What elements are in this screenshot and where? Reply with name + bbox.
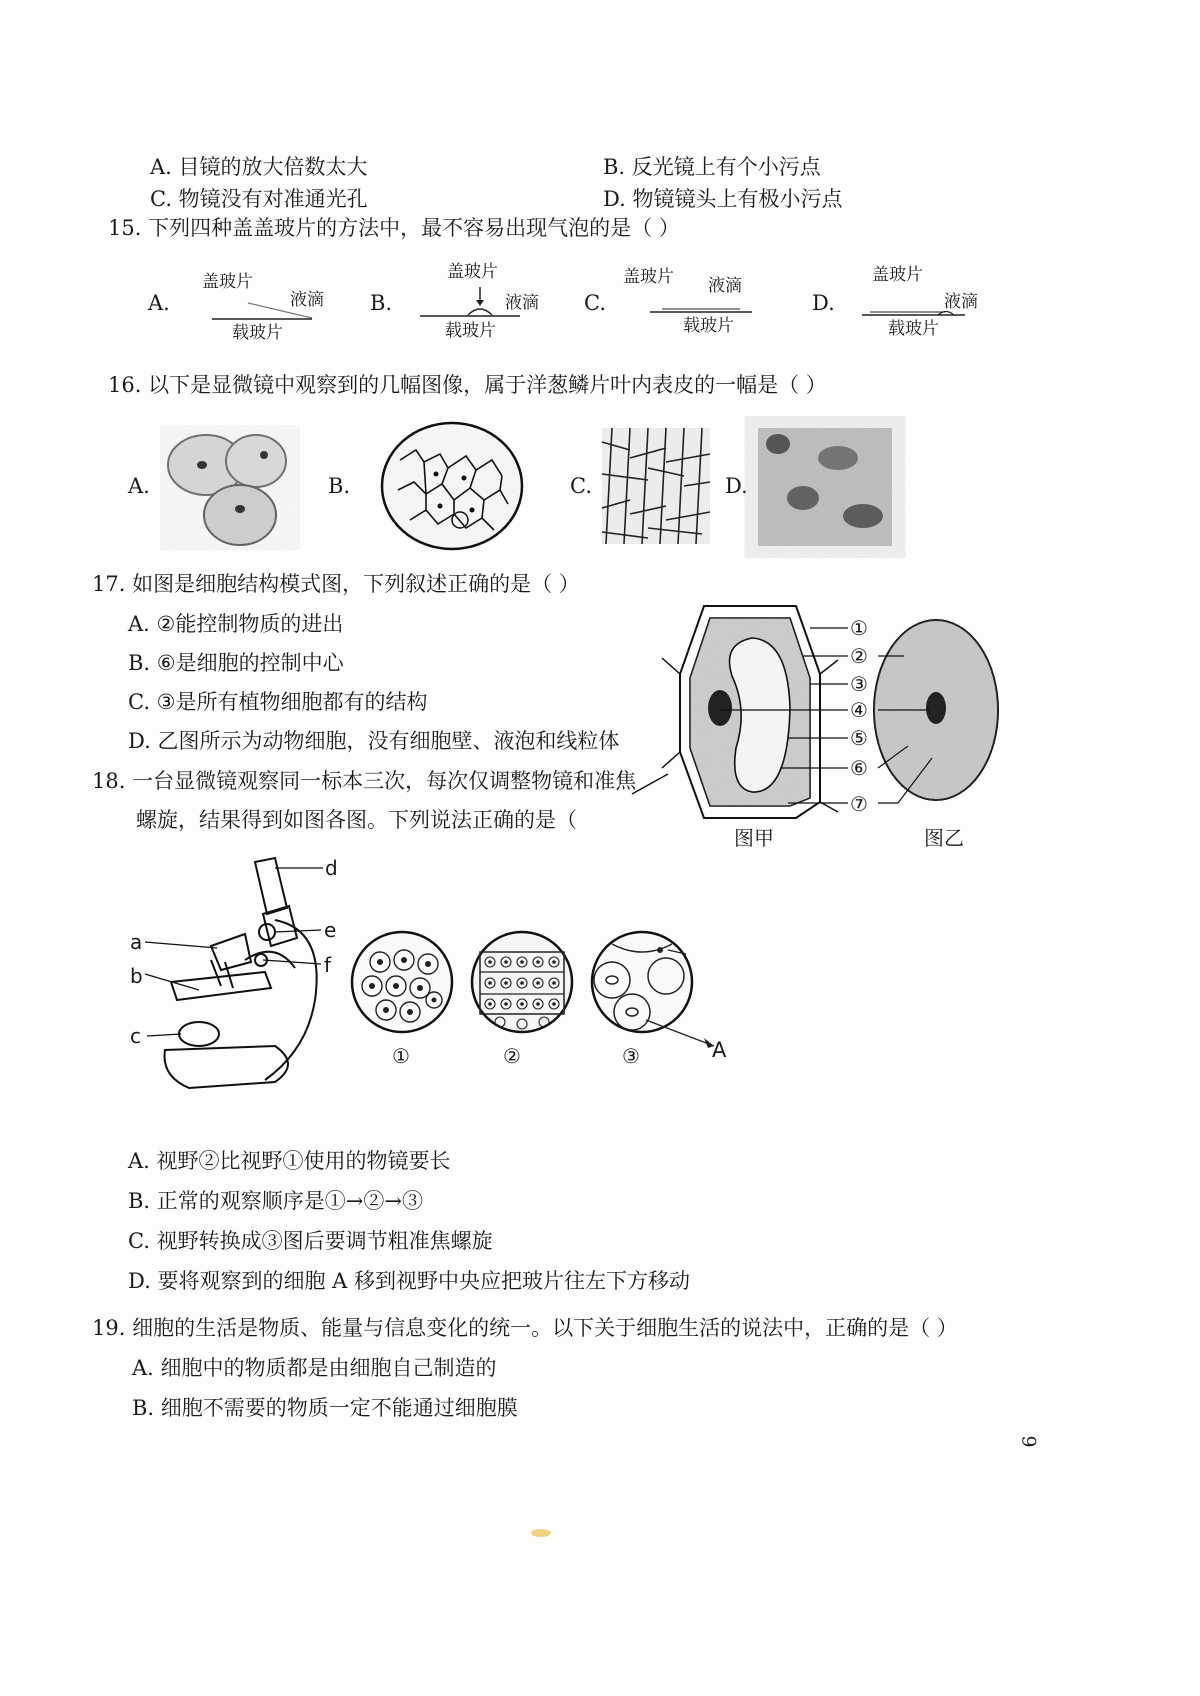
q18-option-a: A. 视野②比视野①使用的物镜要长 — [128, 1149, 451, 1173]
q16-image-d-blood-cells — [758, 428, 892, 546]
q17-marker-2: ② — [850, 644, 868, 668]
page-number: 9 — [1017, 1435, 1040, 1448]
q17-marker-4: ④ — [850, 698, 868, 722]
q18-option-b: B. 正常的观察顺序是①→②→③ — [128, 1189, 423, 1213]
q16-image-c-onion-epidermis — [602, 428, 710, 544]
q16-image-b-leaf-epidermis — [380, 420, 525, 552]
stray-ink-mark — [528, 1526, 554, 1540]
q15-letter-d: D. — [812, 291, 835, 315]
q16-letter-a: A. — [128, 474, 150, 498]
q17-fig-jia: 图甲 — [734, 826, 774, 850]
q17-marker-1: ① — [850, 616, 868, 640]
q15-letter-b: B. — [370, 291, 393, 315]
q18-microscope-label-c: c — [130, 1024, 141, 1048]
q18-microscope-label-a: a — [130, 930, 143, 954]
q18-view-label-1: ① — [392, 1044, 410, 1068]
q19-option-b: B. 细胞不需要的物质一定不能通过细胞膜 — [132, 1396, 518, 1420]
q17-marker-3: ③ — [850, 672, 868, 696]
q17-option-c: C. ③是所有植物细胞都有的结构 — [128, 690, 428, 714]
q18-field-of-view-circles — [350, 930, 750, 1040]
q15-b-cover-label: 盖玻片 — [447, 262, 498, 282]
q15-a-slide-label: 载玻片 — [232, 323, 283, 343]
q19-stem: 19. 细胞的生活是物质、能量与信息变化的统一。以下关于细胞生活的说法中，正确的是（ ） — [92, 1316, 958, 1340]
q15-c-cover-label: 盖玻片 — [623, 267, 674, 287]
q17-marker-7: ⑦ — [850, 792, 868, 816]
q15-a-drop-label: 液滴 — [290, 290, 324, 310]
q16-letter-d: D. — [725, 474, 748, 498]
q17-fig-yi: 图乙 — [924, 826, 964, 850]
q17-marker-6: ⑥ — [850, 756, 868, 780]
q18-view-label-2: ② — [503, 1044, 521, 1068]
q18-stem-line2: 螺旋，结果得到如图各图。下列说法正确的是（ — [136, 808, 577, 832]
q15-c-slide-label: 载玻片 — [683, 316, 734, 336]
q18-microscope-label-b: b — [130, 964, 143, 988]
q14-option-d: D. 物镜镜头上有极小污点 — [603, 187, 843, 211]
q14-option-a: A. 目镜的放大倍数太大 — [150, 155, 368, 179]
q15-b-drop-label: 液滴 — [505, 293, 539, 313]
q18-microscope-label-d: d — [325, 856, 338, 880]
q17-option-a: A. ②能控制物质的进出 — [128, 612, 344, 636]
q17-option-b: B. ⑥是细胞的控制中心 — [128, 651, 344, 675]
q15-d-drop-label: 液滴 — [944, 292, 978, 312]
q18-microscope-label-e: e — [324, 918, 337, 942]
q17-option-d: D. 乙图所示为动物细胞，没有细胞壁、液泡和线粒体 — [128, 729, 620, 753]
q15-letter-c: C. — [584, 291, 606, 315]
q18-microscope-label-f: f — [324, 953, 332, 977]
q16-image-a-cheek-cells — [160, 425, 300, 550]
q16-stem: 16. 以下是显微镜中观察到的几幅图像，属于洋葱鳞片叶内表皮的一幅是（ ） — [108, 373, 827, 397]
q18-cell-label-a: A — [712, 1038, 727, 1062]
q15-a-cover-label: 盖玻片 — [202, 272, 253, 292]
q18-option-d: D. 要将观察到的细胞 A 移到视野中央应把玻片往左下方移动 — [128, 1269, 690, 1293]
q18-stem-line1: 18. 一台显微镜观察同一标本三次，每次仅调整物镜和准焦 — [92, 769, 637, 793]
q18-option-c: C. 视野转换成③图后要调节粗准焦螺旋 — [128, 1229, 493, 1253]
q17-stem: 17. 如图是细胞结构模式图，下列叙述正确的是（ ） — [92, 572, 580, 596]
q19-option-a: A. 细胞中的物质都是由细胞自己制造的 — [132, 1356, 497, 1380]
q16-letter-b: B. — [328, 474, 351, 498]
q15-c-drop-label: 液滴 — [708, 276, 742, 296]
q15-letter-a: A. — [148, 291, 170, 315]
q17-marker-5: ⑤ — [850, 726, 868, 750]
q15-stem: 15. 下列四种盖盖玻片的方法中，最不容易出现气泡的是（ ） — [108, 216, 680, 240]
q18-view-label-3: ③ — [622, 1044, 640, 1068]
q16-letter-c: C. — [570, 474, 592, 498]
q14-option-c: C. 物镜没有对准通光孔 — [150, 187, 368, 211]
q15-coverslip-diagrams — [0, 0, 1200, 360]
q15-b-slide-label: 载玻片 — [445, 321, 496, 341]
q15-d-slide-label: 载玻片 — [888, 319, 939, 339]
q14-option-b: B. 反光镜上有个小污点 — [603, 155, 821, 179]
q15-d-cover-label: 盖玻片 — [872, 265, 923, 285]
